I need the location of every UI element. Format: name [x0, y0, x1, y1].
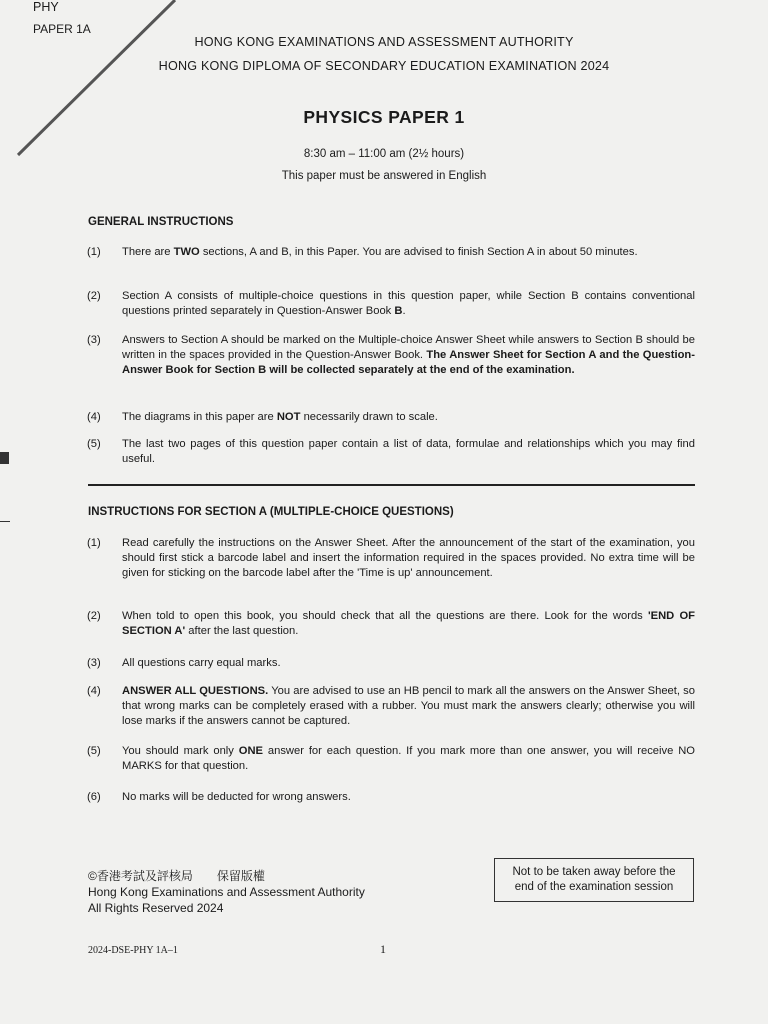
rights-reserved: All Rights Reserved 2024 [88, 901, 224, 915]
general-item: (3) Answers to Section A should be marked on the Multiple-choice Answer Sheet while answers to Section B should be written in the spaces provided in the Question-Answer Book. The Answer Sheet for Section A and the Question-Answer Book for Section B will be collected separately at the end of the examination. [87, 334, 695, 376]
document-code: 2024-DSE-PHY 1A–1 [88, 945, 178, 956]
section-a-item: (3) All questions carry equal marks. [87, 657, 281, 669]
general-item: (4) The diagrams in this paper are NOT necessarily drawn to scale. [87, 411, 438, 423]
paper-title: PHYSICS PAPER 1 [303, 107, 465, 127]
copyright-chinese: ©香港考試及評核局 保留版權 [88, 869, 265, 883]
subject-code: PHY [33, 0, 59, 14]
general-item: (2) Section A consists of multiple-choice questions in this question paper, while Section B contains conventional questions printed separately in Question-Answer Book B. [87, 290, 695, 317]
section-a-item: (4) ANSWER ALL QUESTIONS. You are advised to use an HB pencil to mark all the answers on the Answer Sheet, so that wrong marks can be completely erased with a rubber. You must mark the answers clearly; otherwise you will lose marks if the answers cannot be captured. [87, 685, 696, 727]
corner-stripe [0, 0, 200, 170]
paper-code: PAPER 1A [33, 22, 91, 36]
page-number: 1 [380, 942, 386, 956]
general-item: (1) There are TWO sections, A and B, in this Paper. You are advised to finish Section A in about 50 minutes. [87, 246, 638, 258]
general-item: (5) The last two pages of this question paper contain a list of data, formulae and relationships which you may find useful. [87, 438, 695, 465]
section-divider [88, 484, 695, 486]
copyright-english: Hong Kong Examinations and Assessment Authority [88, 885, 365, 899]
notice-line: Not to be taken away before the [512, 866, 676, 878]
section-a-heading: INSTRUCTIONS FOR SECTION A (MULTIPLE-CHOICE QUESTIONS) [88, 506, 454, 518]
section-a-item: (2) When told to open this book, you should check that all the questions are there. Look for the words 'END OF SECTION A' after the last question. [87, 610, 695, 637]
section-a-item: (6) No marks will be deducted for wrong answers. [87, 791, 351, 803]
authority-name: HONG KONG EXAMINATIONS AND ASSESSMENT AUTHORITY [194, 35, 574, 49]
section-a-item: (5) You should mark only ONE answer for each question. If you mark more than one answer, you will receive NO MARKS for that question. [87, 745, 695, 772]
scan-mark [0, 452, 9, 464]
exam-name: HONG KONG DIPLOMA OF SECONDARY EDUCATION EXAMINATION 2024 [158, 59, 610, 73]
exam-time: 8:30 am – 11:00 am (2½ hours) [303, 148, 465, 160]
language-note: This paper must be answered in English [281, 170, 487, 182]
notice-line: end of the examination session [514, 881, 674, 893]
notice-box [494, 858, 694, 902]
section-a-item: (1) Read carefully the instructions on the Answer Sheet. After the announcement of the start of the examination, you should first stick a barcode label and insert the information required in the spaces provided. No extra time will be given for sticking on the barcode label after the 'Time is up' announcement. [87, 537, 695, 579]
general-instructions-heading: GENERAL INSTRUCTIONS [88, 216, 234, 228]
scan-mark [0, 521, 10, 522]
